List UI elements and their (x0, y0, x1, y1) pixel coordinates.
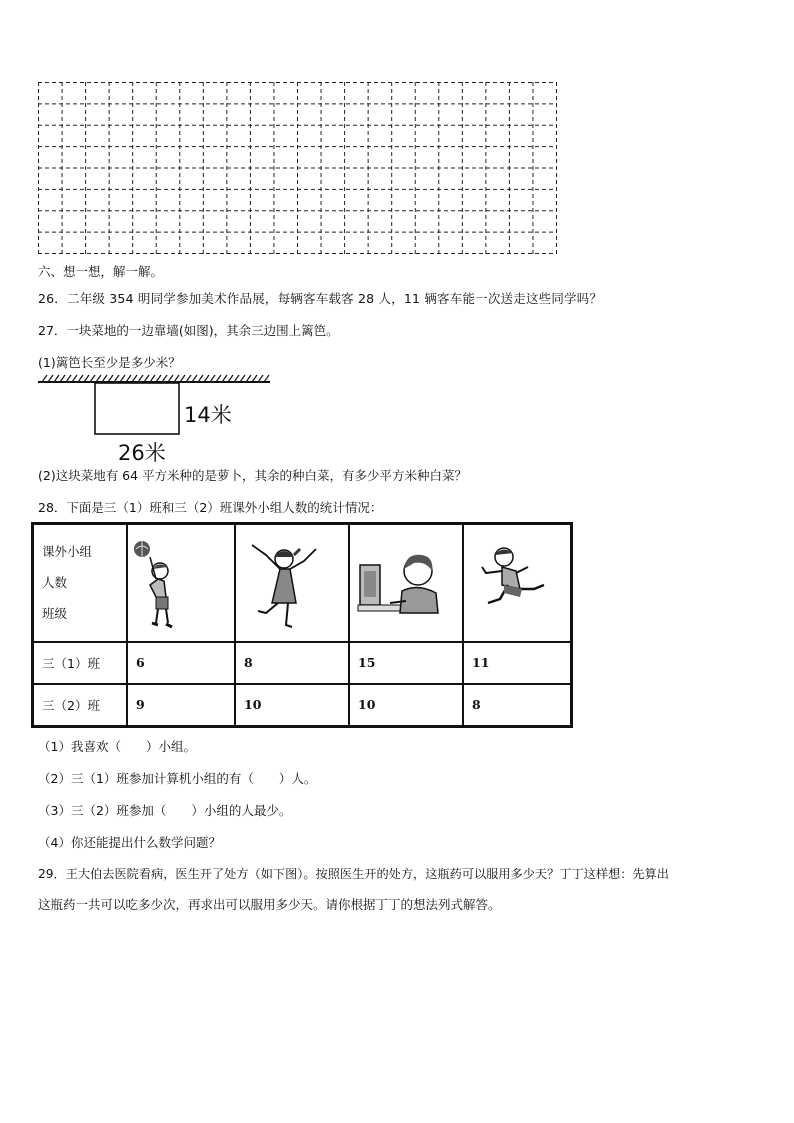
height-label: 14米 (184, 403, 232, 427)
header-class-label: 班级 (42, 606, 68, 622)
running-boy-icon (464, 527, 570, 639)
table-cell: 10 (235, 684, 349, 727)
table-cell: 9 (127, 684, 235, 727)
question-26: 26．二年级 354 明同学参加美术作品展，每辆客车载客 28 人，11 辆客车能一次送走这些同学吗？ (38, 291, 603, 306)
activity-stats-table (31, 522, 573, 728)
question-27-part-1: (1)篱笆长至少是多少米？ (38, 355, 181, 370)
dancing-girl-icon (236, 527, 348, 639)
table-row (33, 684, 572, 727)
header-group-label: 课外小组 (42, 544, 93, 560)
table-cell: 6 (127, 642, 235, 684)
row-label-class-1: 三（1）班 (33, 642, 128, 684)
question-27: 27．一块菜地的一边靠墙(如图)，其余三边围上篱笆。 (38, 323, 339, 338)
table-cell: 15 (349, 642, 463, 684)
section-six-heading: 六、想一想，解一解。 (38, 264, 164, 279)
dance-group-picture (235, 524, 349, 642)
table-row (33, 642, 572, 684)
width-label: 26米 (118, 441, 166, 465)
basketball-group-picture (127, 524, 235, 642)
table-cell: 8 (235, 642, 349, 684)
question-28-part-1: （1）我喜欢（ ）小组。 (38, 739, 196, 754)
basketball-player-icon (128, 527, 234, 639)
header-count-label: 人数 (42, 575, 68, 591)
table-cell: 11 (463, 642, 572, 684)
computer-group-picture (349, 524, 463, 642)
question-29-line-1: 29．王大伯去医院看病，医生开了处方（如下图）。按照医生开的处方，这瓶药可以服用多少天？丁丁这样想：先算出 (38, 867, 669, 881)
question-28-part-3: （3）三（2）班参加（ ）小组的人最少。 (38, 803, 292, 818)
running-group-picture (463, 524, 572, 642)
table-corner-header (33, 524, 128, 642)
question-28-part-4: （4）你还能提出什么数学问题？ (38, 835, 221, 850)
question-29-line-2: 这瓶药一共可以吃多少次，再求出可以服用多少天。请你根据丁丁的想法列式解答。 (38, 897, 501, 912)
question-27-part-2: (2)这块菜地有 64 平方米种的是萝卜，其余的种白菜，有多少平方米种白菜？ (38, 468, 468, 483)
table-cell: 10 (349, 684, 463, 727)
question-28-part-2: （2）三（1）班参加计算机小组的有（ ）人。 (38, 771, 317, 786)
table-cell: 8 (463, 684, 572, 727)
garden-figure (38, 374, 278, 465)
question-28: 28．下面是三（1）班和三（2）班课外小组人数的统计情况： (38, 500, 383, 515)
row-label-class-2: 三（2）班 (33, 684, 128, 727)
computer-boy-icon (350, 527, 462, 639)
answer-grid (38, 82, 557, 254)
